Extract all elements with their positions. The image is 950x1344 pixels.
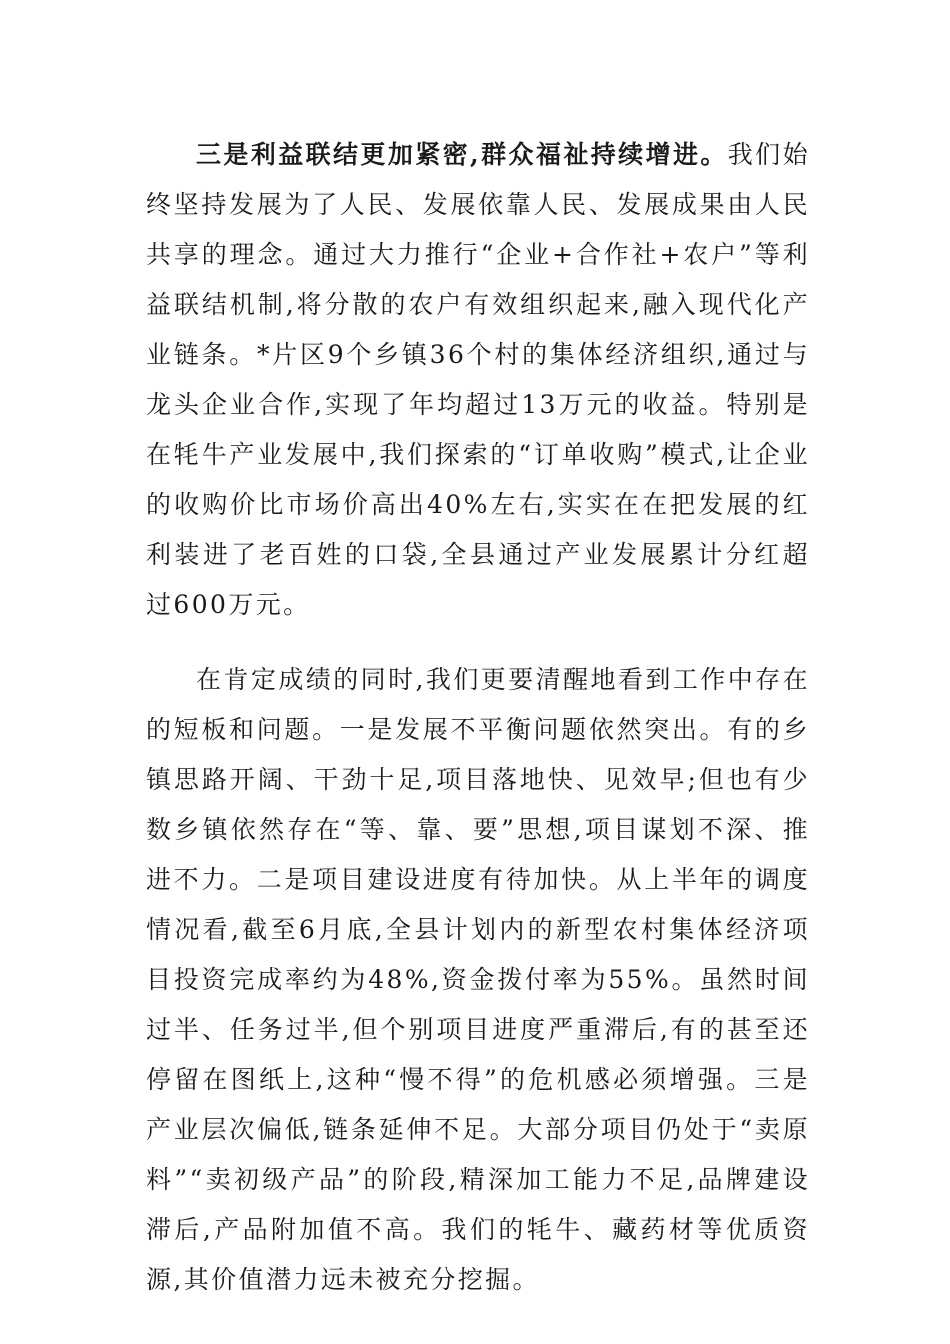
paragraph-text: 在肯定成绩的同时,我们更要清醒地看到工作中存在的短板和问题。一是发展不平衡问题依然突出。有的乡镇思路开阔、干劲十足,项目落地快、见效早;但也有少数乡镇依然存在“等、靠、要”思想,项目谋划不深、推进不力。二是项目建设进度有待加快。从上半年的调度情况看,截至6月底,全县计划内的新型农村集体经济项目投资完成率约为48%,资金拨付率为55%。虽然时间过半、任务过半,但个别项目进度严重滞后,有的甚至还停留在图纸上,这种“慢不得”的危机感必须增强。三是产业层次偏低,链条延伸不足。大部分项目仍处于“卖原料”“卖初级产品”的阶段,精深加工能力不足,品牌建设滞后,产品附加值不高。我们的牦牛、藏药材等优质资源,其价值潜力远未被充分挖掘。: [146, 665, 810, 1294]
paragraph-problems: [146, 655, 810, 1305]
paragraph-lead-heading: 三是利益联结更加紧密,群众福祉持续增进。: [196, 140, 728, 169]
document-body: [146, 130, 810, 1305]
paragraph-text: 我们始终坚持发展为了人民、发展依靠人民、发展成果由人民共享的理念。通过大力推行“企业+合作社+农户”等利益联结机制,将分散的农户有效组织起来,融入现代化产业链条。*片区9个乡镇36个村的集体经济组织,通过与龙头企业合作,实现了年均超过13万元的收益。特别是在牦牛产业发展中,我们探索的“订单收购”模式,让企业的收购价比市场价高出40%左右,实实在在把发展的红利装进了老百姓的口袋,全县通过产业发展累计分红超过600万元。: [146, 140, 810, 619]
paragraph-benefit-linkage: [146, 130, 810, 630]
